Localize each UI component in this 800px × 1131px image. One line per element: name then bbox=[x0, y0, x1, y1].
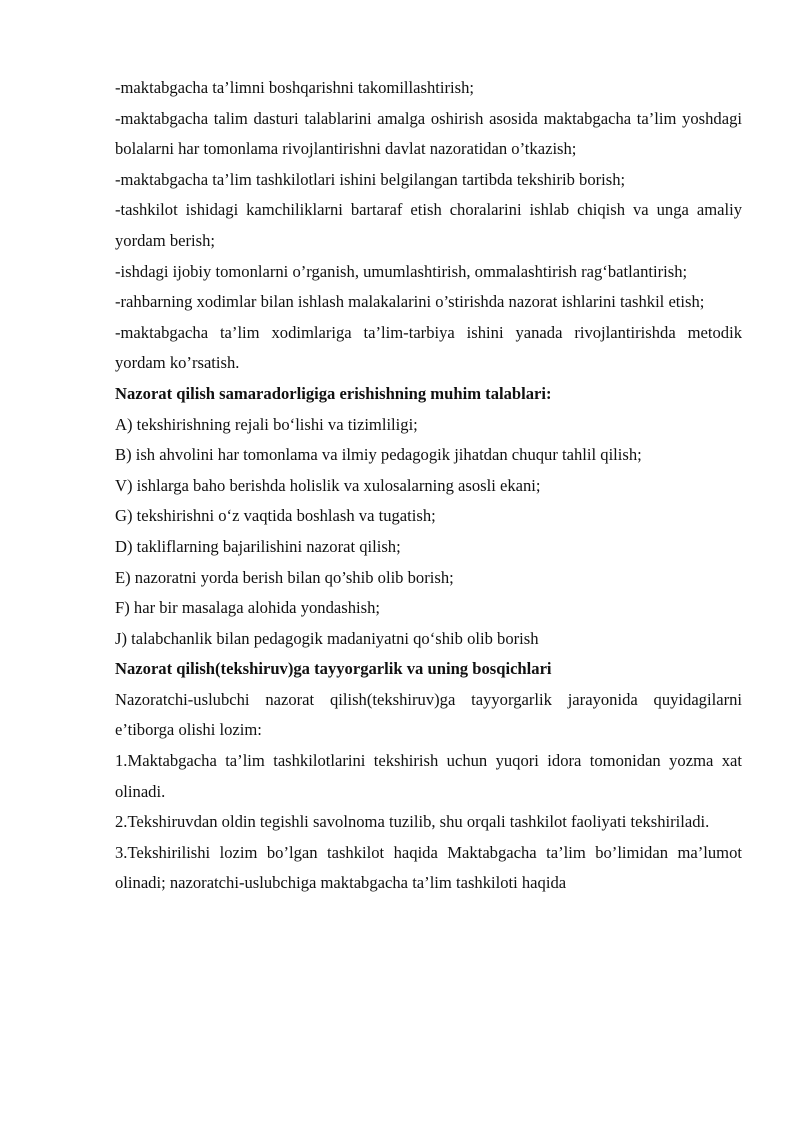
list-item-v: V) ishlarga baho berishda holislik va xulosalarning asosli ekani; bbox=[115, 475, 541, 495]
paragraph-6: -rahbarning xodimlar bilan ishlash malakalarini o’stirishda nazorat ishlarini tashkil etish; bbox=[115, 292, 705, 312]
paragraph-7: -maktabgacha ta’lim xodimlariga ta’lim-tarbiya ishini yanada rivojlantirishda metodik yordam ko’rsatish. bbox=[115, 322, 742, 373]
section-heading-preparation: Nazorat qilish(tekshiruv)ga tayyorgarlik va uning bosqichlari bbox=[115, 659, 552, 679]
numbered-item-1: 1.Maktabgacha ta’lim tashkilotlarini tekshirish uchun yuqori idora tomonidan yozma xat olinadi. bbox=[115, 751, 742, 801]
numbered-item-3: 3.Tekshirilishi lozim bo’lgan tashkilot haqida Maktabgacha ta’lim bo’limidan ma’lumot olinadi; nazoratchi-uslubchiga maktabgacha ta’lim tashkiloti haqida bbox=[115, 842, 742, 893]
paragraph-3: -maktabgacha ta’lim tashkilotlari ishini belgilangan tartibda tekshirib borish; bbox=[115, 169, 626, 189]
list-item-g: G) tekshirishni o‘z vaqtida boshlash va tugatish; bbox=[115, 506, 436, 526]
list-item-e: E) nazoratni yorda berish bilan qo’shib olib borish; bbox=[115, 567, 454, 587]
paragraph-1: -maktabgacha ta’limni boshqarishni takomillashtirish; bbox=[115, 78, 474, 97]
paragraph-2: -maktabgacha talim dasturi talablarini amalga oshirish asosida maktabgacha ta’lim yoshdagi bolalarni har tomonlama rivojlantirishni davlat nazoratidan o’tkazish; bbox=[115, 108, 742, 159]
list-item-a: A) tekshirishning rejali bo‘lishi va tizimliligi; bbox=[115, 414, 418, 434]
list-item-j: J) talabchanlik bilan pedagogik madaniyatni qo‘shib olib borish bbox=[115, 628, 539, 648]
list-item-f: F) har bir masalaga alohida yondashish; bbox=[115, 598, 380, 618]
list-item-d: D) takliflarning bajarilishini nazorat qilish; bbox=[115, 536, 401, 556]
document-page bbox=[115, 73, 742, 899]
list-item-b: B) ish ahvolini har tomonlama va ilmiy pedagogik jihatdan chuqur tahlil qilish; bbox=[115, 445, 642, 465]
numbered-item-2: 2.Tekshiruvdan oldin tegishli savolnoma tuzilib, shu orqali tashkilot faoliyati tekshiriladi. bbox=[115, 812, 710, 832]
paragraph-5: -ishdagi ijobiy tomonlarni o’rganish, umumlashtirish, ommalashtirish rag‘batlantirish; bbox=[115, 261, 688, 281]
paragraph-intro: Nazoratchi-uslubchi nazorat qilish(tekshiruv)ga tayyorgarlik jarayonida quyidagilarni e’tiborga olishi lozim: bbox=[115, 689, 742, 740]
section-heading-requirements: Nazorat qilish samaradorligiga erishishning muhim talablari: bbox=[115, 383, 552, 403]
paragraph-4: -tashkilot ishidagi kamchiliklarni bartaraf etish choralarini ishlab chiqish va unga amaliy yordam berish; bbox=[115, 200, 742, 250]
